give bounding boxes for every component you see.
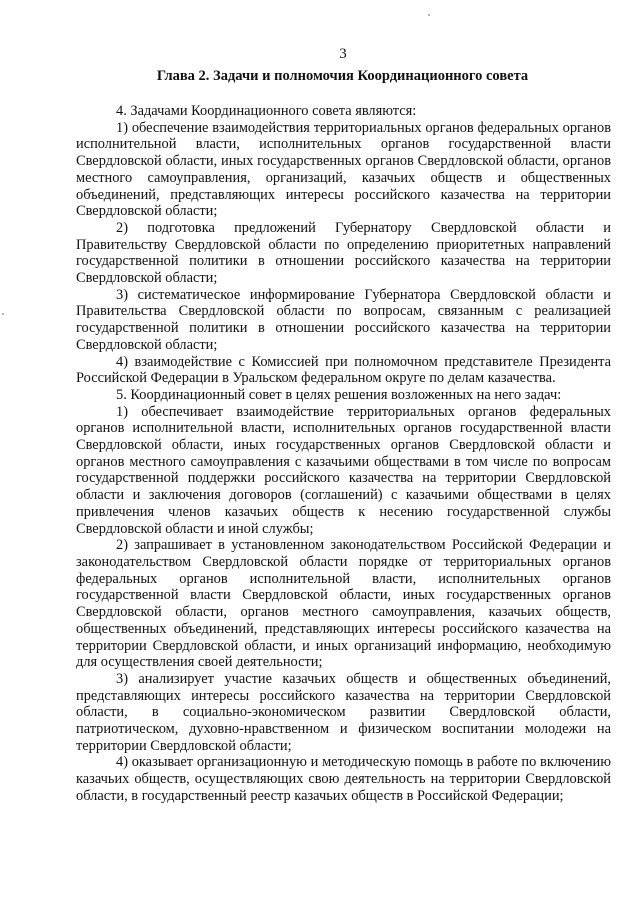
- paragraph-5-item-2: 2) запрашивает в установленном законодательством Российской Федерации и законодательством Свердловской области порядке от территориальных органов федеральных органов исполнительной власти, исполнительных органов государственной власти Свердловской области, иных государственных органов Свердловской области, органов местного самоуправления, казачьих обществ, общественных объединений, представляющих интересы российского казачества на территории Свердловской области, и иных организаций информацию, необходимую для осуществления своей деятельности;: [76, 537, 611, 671]
- paragraph-4-item-4: 4) взаимодействие с Комиссией при полномочном представителе Президента Российской Федерации в Уральском федеральном округе по делам казачества.: [76, 353, 611, 387]
- paragraph-4-item-2: 2) подготовка предложений Губернатору Свердловской области и Правительству Свердловской области по определению приоритетных направлений государственной политики в отношении российского казачества на территории Свердловской области;: [76, 219, 611, 287]
- document-body: [76, 103, 611, 805]
- paragraph-5-item-1: 1) обеспечивает взаимодействие территориальных органов федеральных органов исполнительной власти, исполнительных органов государственной власти Свердловской области, иных государственных органов Свердловской области и органов местного самоуправления с казачьими обществами в том числе по вопросам государственной поддержки российского казачества на территории Свердловской области и заключения договоров (соглашений) с казачьими обществами в целях привлечения членов казачьих обществ к несению государственной службы Свердловской области и иной службы;: [76, 403, 611, 537]
- scan-speck: [2, 313, 4, 315]
- chapter-title: Глава 2. Задачи и полномочия Координационного совета: [156, 68, 529, 84]
- paragraph-5-item-4: 4) оказывает организационную и методическую помощь в работе по включению казачьих обществ, осуществляющих свою деятельность на территории Свердловской области, в государственный реестр казачьих обществ в Российской Федерации;: [76, 754, 611, 804]
- paragraph-5-item-3: 3) анализирует участие казачьих обществ и общественных объединений, представляющих интересы российского казачества на территории Свердловской области, в социально-экономическом развитии Свердловской области, патриотическом, духовно-нравственном и физическом воспитании молодежи на территории Свердловской области;: [76, 670, 611, 754]
- paragraph-4-intro: 4. Задачами Координационного совета являются:: [116, 103, 417, 119]
- page-number: 3: [339, 46, 347, 62]
- paragraph-5-intro: 5. Координационный совет в целях решения возложенных на него задач:: [116, 386, 562, 403]
- paragraph-4-item-1: 1) обеспечение взаимодействия территориальных органов федеральных органов исполнительной власти, исполнительных органов государственной власти Свердловской области, иных государственных органов Свердловской области, органов местного самоуправления, организаций, казачьих обществ и общественных объединений, представляющих интересы российского казачества на территории Свердловской области;: [76, 119, 611, 220]
- paragraph-4-item-3: 3) систематическое информирование Губернатора Свердловской области и Правительства Свердловской области по вопросам, связанным с реализацией государственной политики в отношении российского казачества на территории Свердловской области;: [76, 286, 611, 353]
- scan-speck: [428, 14, 430, 16]
